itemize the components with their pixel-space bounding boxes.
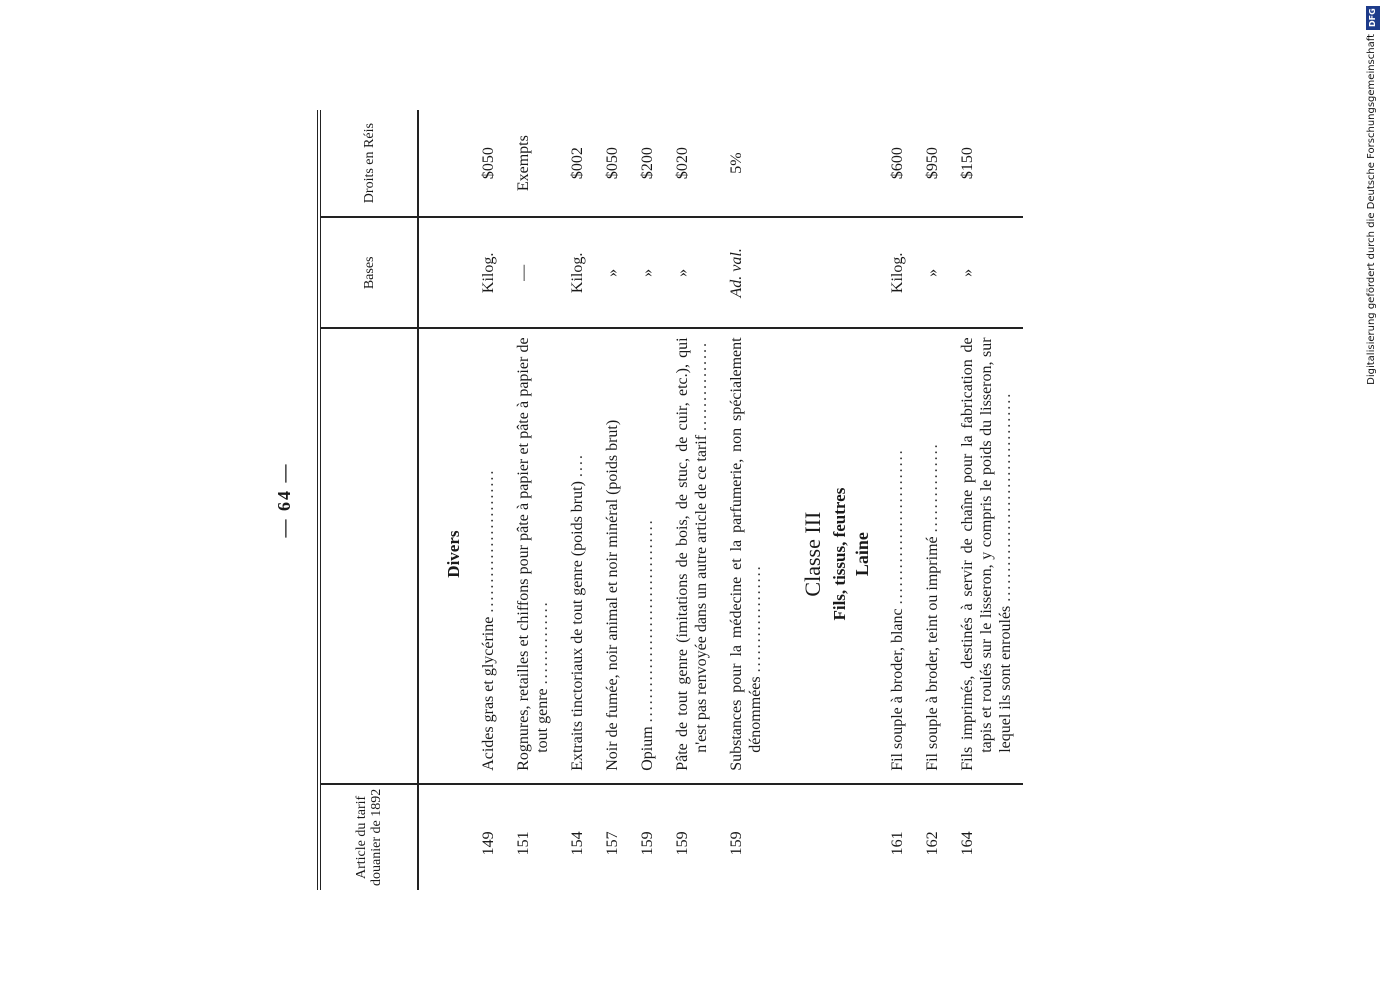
table-row [506,110,560,890]
rotated-page-content [200,0,1383,1000]
tariff-table [317,110,1023,890]
item-rate: $150 [950,110,1023,217]
article-number: 151 [515,831,532,856]
section-title-divers: Divers [444,530,463,578]
table-row [719,110,773,890]
item-description: Pâte de tout genre (imitations de bois, de stuc, de cuir, etc.), qui n'est pas renvoyée dans un autre article de ce tarif [674,337,710,771]
class-title: Classe III [800,511,825,597]
item-base: » [915,217,950,328]
item-description: Fil souple à broder, blanc [889,608,906,771]
item-description: Extraits tinctoriaux de tout genre (poids brut) [569,481,586,771]
header-description [319,328,418,783]
header-article: Article du tarif douanier de 1892 [319,784,418,890]
article-number: 159 [728,831,745,856]
leader-dots: ............... [693,340,710,431]
leader-dots: .................................. [639,518,656,723]
item-rate: Exempts [506,110,560,217]
dfg-logo: DFG [1366,6,1380,30]
header-droits: Droits en Réis [319,110,418,217]
leader-dots: .................. [747,564,764,673]
class-subtitle: Fils, tissus, feutres [830,487,849,621]
item-description: Rognures, retailles et chiffons pour pâte à papier et pâte à papier de tout genre [515,337,551,771]
item-base: » [630,217,665,328]
leader-dots: .... [569,453,586,478]
item-description: Opium [639,726,656,771]
item-description: Noir de fumée, noir animal et noir minéral (poids brut) [604,419,621,771]
item-base: » [950,217,1023,328]
item-base: Kilog. [880,217,915,328]
item-description: Acides gras et glycérine [480,616,497,771]
table-row [950,110,1023,890]
item-base: » [595,217,630,328]
table-row [665,110,719,890]
article-number: 164 [959,831,976,856]
item-base: » [665,217,719,328]
page-number: — 64 — [274,462,294,538]
item-rate: 5% [719,110,773,217]
item-rate: $050 [595,110,630,217]
class-heading-row [773,110,880,890]
article-number: 154 [569,831,586,856]
table-row [471,110,506,890]
item-rate: $200 [630,110,665,217]
article-number: 162 [924,831,941,856]
item-rate: $950 [915,110,950,217]
item-description: Substances pour la médecine et la parfumerie, non spécialement dénommées [728,337,764,771]
article-number: 159 [674,831,691,856]
dfg-stamp [1366,6,1383,406]
leader-dots: ................................... [997,391,1014,602]
item-rate: $050 [471,110,506,217]
item-rate: $002 [560,110,595,217]
section-title-laine: Laine [852,532,872,577]
section-divers-row [418,110,471,890]
table-row [915,110,950,890]
item-description: Fils imprimés, destinés à servir de chaîne pour la fabrication de tapis et roulés sur le lisseron, y compris le poids du lisseron, sur lequel ils sont enroulés [959,337,1014,771]
item-rate: $600 [880,110,915,217]
table-row [560,110,595,890]
leader-dots: ............... [924,442,941,533]
article-number: 161 [889,831,906,856]
table-header-row [319,110,418,890]
item-base: Kilog. [471,217,506,328]
article-number: 149 [480,831,497,856]
dfg-credit-text: Digitalisierung gefördert durch die Deutsche Forschungsgemeinschaft [1366,34,1377,385]
leader-dots: .......................... [889,448,906,605]
item-rate: $020 [665,110,719,217]
item-description: Fil souple à broder, teint ou imprimé [924,536,941,771]
leader-dots: ........................ [480,468,497,613]
item-base: Ad. val. [719,217,773,328]
item-base: Kilog. [560,217,595,328]
header-bases: Bases [319,217,418,328]
table-body [418,110,1023,890]
table-row [880,110,915,890]
table-row [595,110,630,890]
article-number: 159 [639,831,656,856]
table-row [630,110,665,890]
leader-dots: .............. [534,600,551,685]
article-number: 157 [604,831,621,856]
item-base: — [506,217,560,328]
